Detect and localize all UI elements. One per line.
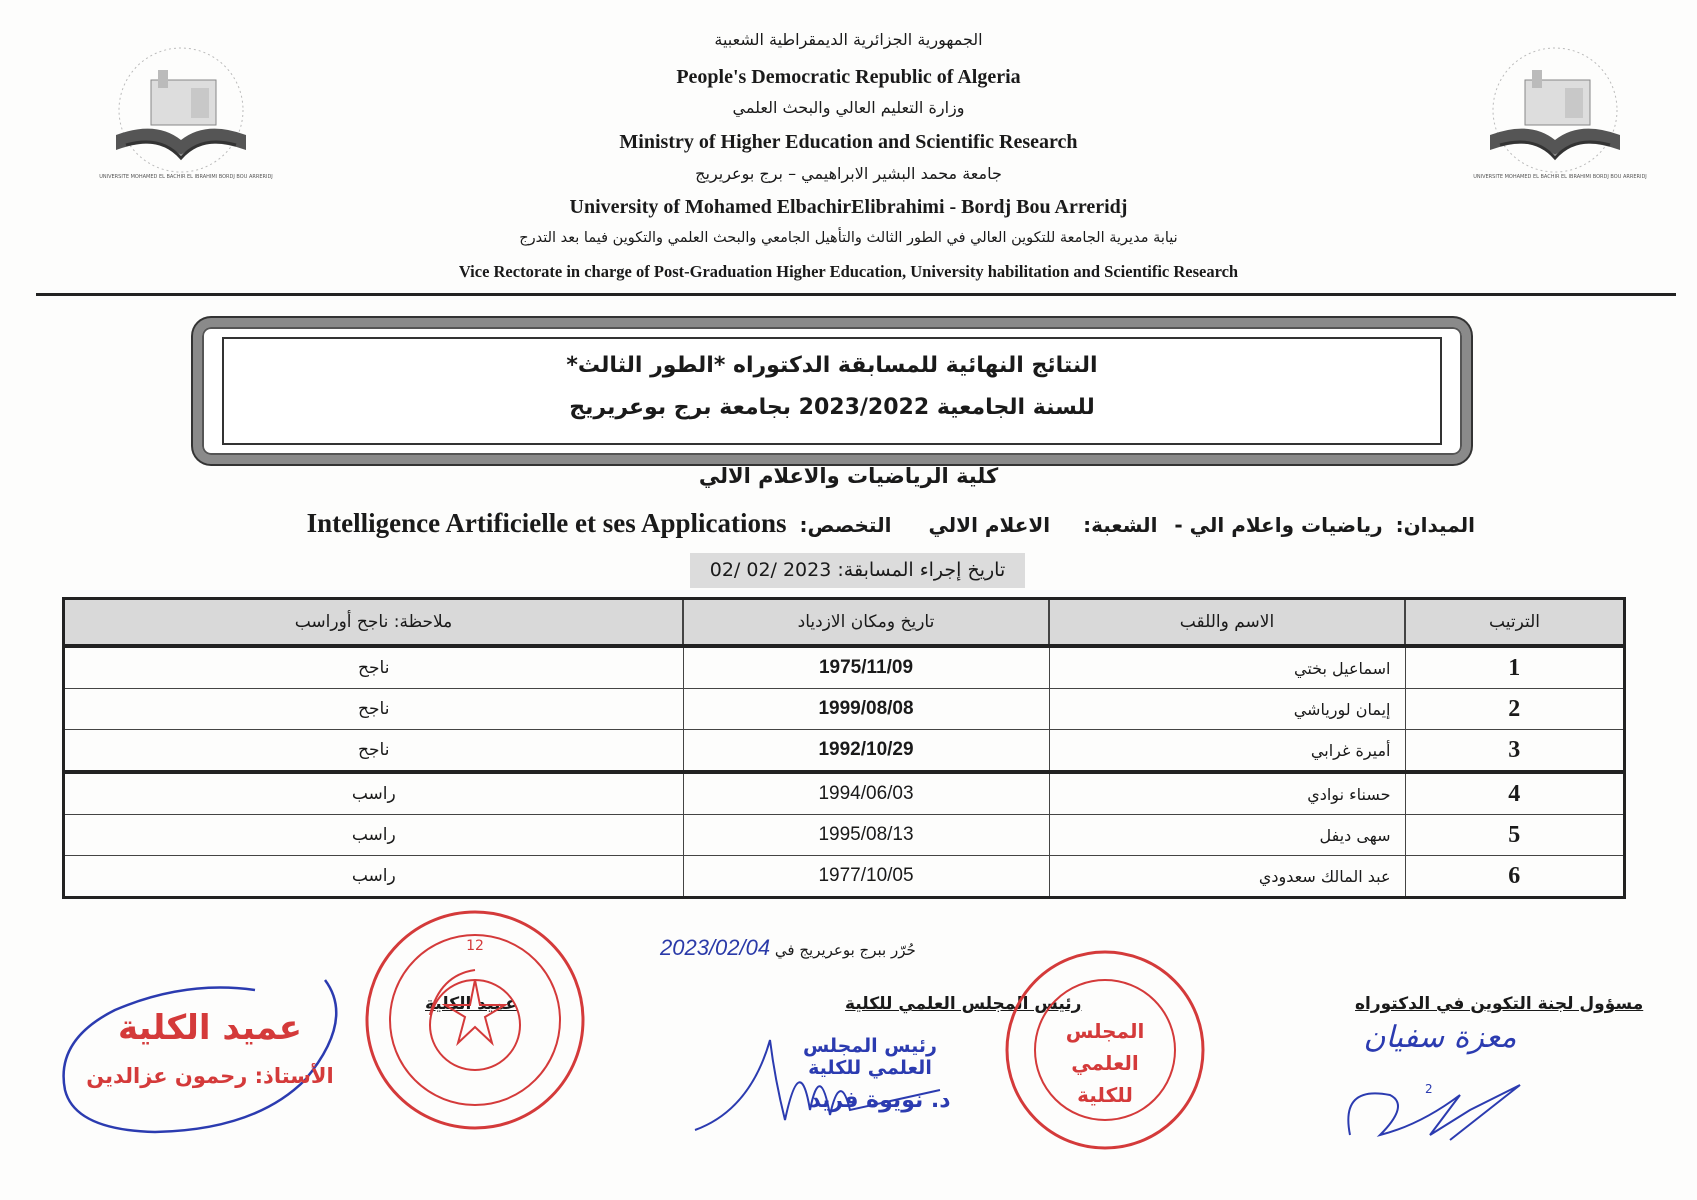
title-box [193, 318, 1471, 464]
faculty-name: كلية الرياضيات والاعلام الالي [698, 464, 999, 488]
branch-value: الاعلام الالي [928, 513, 1051, 537]
row-dob: 1977/10/05 [683, 856, 1049, 898]
header-divider [36, 293, 1676, 296]
row-name: عبد المالك سعدودي [1049, 856, 1405, 898]
row-rank: 3 [1405, 730, 1625, 773]
table-row [64, 772, 1625, 815]
row-name: سهى ديفل [1049, 815, 1405, 856]
dean-stamp-name: الأستاذ: رحمون عزالدين [86, 1064, 334, 1088]
republic-en: People's Democratic Republic of Algeria [676, 66, 1021, 88]
svg-text:2: 2 [1425, 1082, 1433, 1096]
committee-signature [1320, 1020, 1620, 1150]
exam-date-label: تاريخ إجراء المسابقة: [837, 559, 1006, 581]
university-ar: جامعة محمد البشير الابراهيمي – برج بوعريريج [695, 164, 1002, 183]
university-en: University of Mohamed ElbachirElibrahimi - Bordj Bou Arreridj [569, 196, 1128, 218]
committee-title: مسؤول لجنة التكوين في الدكتوراه [1355, 994, 1644, 1014]
row-note: راسب [64, 772, 684, 815]
ministry-ar: وزارة التعليم العالي والبحث العلمي [732, 98, 965, 117]
council-round-stamp-text: المجلس العلمي للكلية [1065, 1019, 1145, 1107]
row-note: ناجح [64, 730, 684, 773]
specialty-value: Intelligence Artificielle et ses Applications [306, 508, 787, 538]
row-rank: 2 [1405, 689, 1625, 730]
table-row [64, 646, 1625, 689]
title-line-2: للسنة الجامعية 2023/2022 بجامعة برج بوعريريج [569, 395, 1095, 420]
domain-value: رياضيات واعلام الي - [1174, 513, 1383, 537]
row-note: ناجح [64, 689, 684, 730]
table-row [64, 730, 1625, 773]
title-line-1: النتائج النهائية للمسابقة الدكتوراه *الطور الثالث* [566, 353, 1098, 378]
field-line [220, 508, 1475, 542]
row-rank: 6 [1405, 856, 1625, 898]
row-dob: 1999/08/08 [683, 689, 1049, 730]
vice-rectorate-ar: نيابة مديرية الجامعة للتكوين العالي في الطور الثالث والتأهيل الجامعي والبحث العلمي والتكوين فيما بعد التدرج [519, 230, 1178, 246]
header-rank: الترتيب [1405, 599, 1625, 647]
logo-caption: UNIVERSITE MOHAMED EL BACHIR EL IBRAHIMI BORDJ BOU ARRERIDJ [1473, 174, 1647, 180]
row-name: اسماعيل بختي [1049, 646, 1405, 689]
row-rank: 1 [1405, 646, 1625, 689]
row-dob: 1994/06/03 [683, 772, 1049, 815]
vice-rectorate-en: Vice Rectorate in charge of Post-Graduation Higher Education, University habilitation and Scientific Research [458, 262, 1239, 281]
specialty-label: التخصص: [799, 513, 892, 537]
header-dob: تاريخ ومكان الازدياد [683, 599, 1049, 647]
table-row [64, 689, 1625, 730]
ministry-en: Ministry of Higher Education and Scientific Research [619, 131, 1078, 153]
header-note: ملاحظة: ناجح أوراسب [64, 599, 684, 647]
row-name: أميرة غرابي [1049, 730, 1405, 773]
committee-signature-name: معزة سفيان [1363, 1020, 1517, 1055]
table-header-row [64, 599, 1625, 647]
domain-label: الميدان: [1395, 513, 1475, 537]
council-stamp-title: رئيس المجلس العلمي للكلية [803, 1035, 937, 1079]
logo-caption: UNIVERSITE MOHAMED EL BACHIR EL IBRAHIMI BORDJ BOU ARRERIDJ [99, 174, 273, 180]
issued-label: حُرّر ببرج بوعريريج في [774, 941, 916, 959]
row-dob: 1975/11/09 [683, 646, 1049, 689]
seal-icon [1000, 945, 1210, 1155]
row-note: ناجح [64, 646, 684, 689]
header-name: الاسم واللقب [1049, 599, 1405, 647]
exam-date [690, 553, 1025, 588]
issued-date: 2023/02/04 [660, 935, 771, 960]
dean-title: عميد الكلية [425, 994, 517, 1014]
row-dob: 1992/10/29 [683, 730, 1049, 773]
row-name: حسناء نوادي [1049, 772, 1405, 815]
exam-date-value: 02/ 02/ 2023 [709, 559, 832, 581]
row-name: إيمان لورياشي [1049, 689, 1405, 730]
council-stamp-name: د. نويوة فريد [809, 1088, 951, 1113]
results-table [62, 597, 1626, 899]
council-signature [690, 1020, 980, 1150]
dean-stamp [55, 960, 345, 1140]
row-dob: 1995/08/13 [683, 815, 1049, 856]
seal-icon [360, 905, 590, 1135]
table-row [64, 856, 1625, 898]
dean-stamp-title: عميد الكلية [118, 1008, 302, 1048]
table-row [64, 815, 1625, 856]
branch-label: الشعبة: [1083, 513, 1158, 537]
row-note: راسب [64, 815, 684, 856]
republic-ar: الجمهورية الجزائرية الديمقراطية الشعبية [714, 30, 983, 49]
council-title: رئيس المجلس العلمي للكلية [845, 994, 1082, 1014]
svg-text:12: 12 [466, 938, 484, 954]
issued-line [660, 935, 916, 961]
row-note: راسب [64, 856, 684, 898]
row-rank: 5 [1405, 815, 1625, 856]
row-rank: 4 [1405, 772, 1625, 815]
